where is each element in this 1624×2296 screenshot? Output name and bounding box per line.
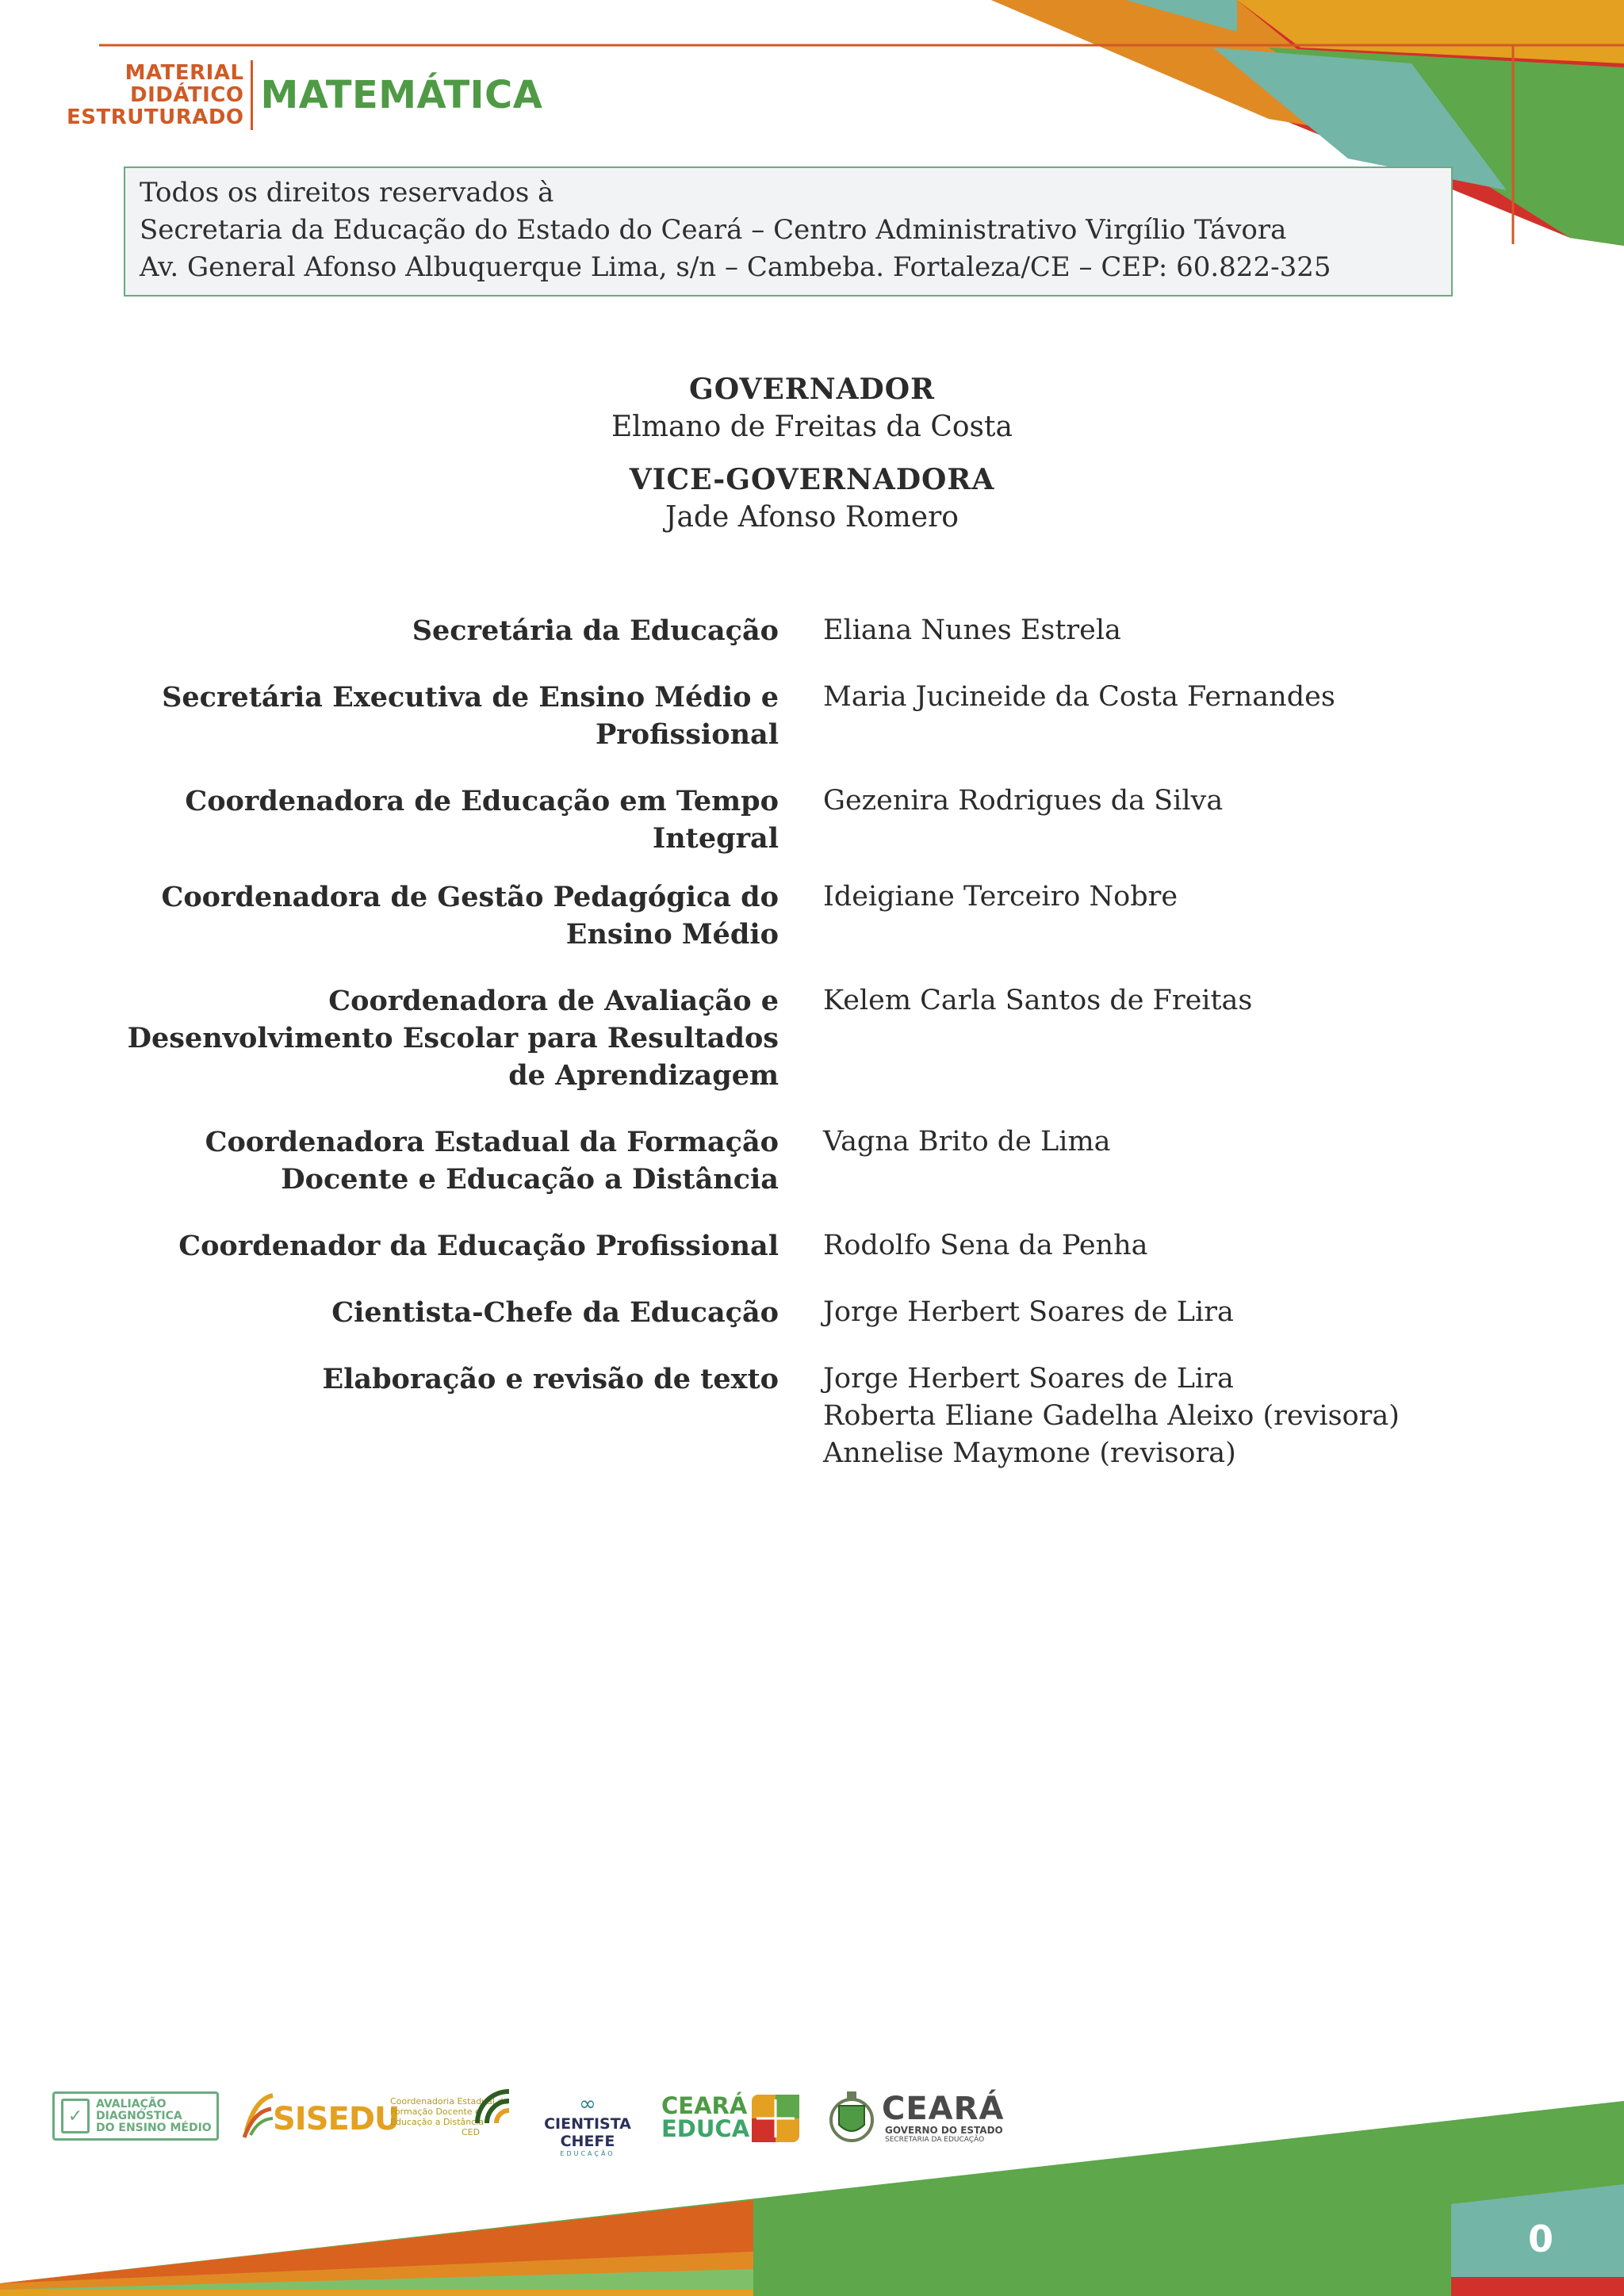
governo-ceara-subtext: GOVERNO DO ESTADO [885, 2125, 1003, 2136]
logo-wordmark [67, 62, 244, 128]
role-title [0, 783, 779, 857]
rights-line-1: Todos os direitos reservados à [140, 177, 554, 209]
ced-text: Coordenadoria Estadual de [390, 2096, 509, 2107]
person-name: Roberta Eliane Gadelha Aleixo (revisora) [823, 1400, 1400, 1432]
governo-ceara-logo [828, 2088, 1018, 2152]
governor-role: GOVERNADOR [688, 373, 936, 406]
partner-logos [0, 2085, 1624, 2156]
material-logo [67, 60, 542, 130]
staff-row [0, 1123, 1624, 1198]
logo-line-1: MATERIAL [124, 61, 244, 85]
governo-ceara-text: CEARÁ [882, 2091, 1005, 2127]
coat-of-arms-icon [828, 2088, 875, 2149]
ced-text: Educação a Distância [390, 2117, 485, 2127]
role-title-line: Secretária da Educação [412, 614, 779, 647]
role-title-line: de Aprendizagem [508, 1059, 779, 1092]
signal-arcs-icon [474, 2088, 512, 2126]
role-names [823, 1360, 1400, 1472]
role-title [0, 878, 779, 953]
rights-line-2: Secretaria da Educação do Estado do Ceará – Centro Administrativo Virgílio Távora [140, 214, 1287, 246]
role-title-line: Desenvolvimento Escolar para Resultados [127, 1022, 779, 1054]
role-names [823, 679, 1335, 753]
role-names [823, 612, 1121, 649]
role-title-line: Coordenadora de Avaliação e [328, 985, 779, 1017]
person-name: Rodolfo Sena da Penha [823, 1230, 1148, 1261]
page-number: 0 [1527, 2218, 1553, 2260]
sisedu-logo [243, 2090, 400, 2145]
ceara-educa-logo [661, 2092, 804, 2144]
cientista-chefe-subtext: EDUCAÇÃO [560, 2150, 615, 2157]
role-names [823, 783, 1223, 857]
role-title-line: Cientista-Chefe da Educação [331, 1296, 779, 1329]
governor-name: Elmano de Freitas da Costa [611, 411, 1013, 443]
role-title-line: Profissional [595, 718, 779, 751]
staff-row [0, 1294, 1624, 1331]
staff-row [0, 982, 1624, 1094]
person-name: Gezenira Rodrigues da Silva [823, 785, 1224, 817]
role-title [0, 1294, 779, 1331]
staff-row [0, 878, 1624, 953]
vice-governor-block [0, 461, 1624, 537]
ced-logo [390, 2096, 517, 2152]
person-name: Eliana Nunes Estrela [823, 614, 1121, 646]
role-title [0, 1227, 779, 1265]
logo1-text: DIAGNÓSTICA [96, 2109, 182, 2122]
role-title-line: Coordenadora Estadual da Formação [205, 1126, 779, 1158]
logo-line-3: ESTRUTURADO [67, 105, 244, 129]
subject-title: MATEMÁTICA [260, 73, 543, 117]
role-title-line: Ensino Médio [565, 918, 779, 951]
staff-row [0, 612, 1624, 649]
ceara-educa-text: EDUCA [661, 2115, 750, 2142]
role-title-line: Coordenadora de Gestão Pedagógica do [161, 881, 779, 913]
role-title [0, 612, 779, 649]
role-names [823, 878, 1178, 953]
staff-row [0, 783, 1624, 857]
governor-block [0, 370, 1624, 446]
person-name: Kelem Carla Santos de Freitas [823, 985, 1253, 1016]
role-title-line: Secretária Executiva de Ensino Médio e [162, 681, 779, 714]
role-title-line: Elaboração e revisão de texto [322, 1363, 779, 1395]
logo-divider [251, 60, 253, 130]
ced-text: Formação Docente e [390, 2107, 481, 2117]
role-names [823, 1123, 1111, 1198]
role-title [0, 1360, 779, 1472]
staff-row [0, 1360, 1624, 1472]
role-title-line: Docente e Educação a Distância [281, 1163, 779, 1196]
person-name: Vagna Brito de Lima [823, 1126, 1111, 1158]
rights-box [124, 166, 1453, 297]
role-names [823, 982, 1252, 1094]
vice-governor-role: VICE-GOVERNADORA [629, 463, 995, 496]
sisedu-swoosh-icon [243, 2091, 274, 2139]
role-title-line: Coordenador da Educação Profissional [178, 1230, 779, 1262]
governo-ceara-subtext: SECRETARIA DA EDUCAÇÃO [885, 2136, 985, 2144]
role-title [0, 1123, 779, 1198]
ceara-educa-icon [752, 2095, 799, 2142]
dna-icon: ∞ [579, 2092, 596, 2116]
role-names [823, 1294, 1234, 1331]
staff-list [0, 612, 1624, 1502]
vice-governor-name: Jade Afonso Romero [665, 501, 959, 534]
rights-line-3: Av. General Afonso Albuquerque Lima, s/n – Cambeba. Fortaleza/CE – CEP: 60.822-325 [140, 251, 1331, 283]
person-name: Ideigiane Terceiro Nobre [823, 881, 1178, 913]
person-name: Maria Jucineide da Costa Fernandes [823, 681, 1335, 713]
cientista-chefe-logo [527, 2092, 649, 2157]
logo-line-2: DIDÁTICO [129, 83, 244, 107]
role-title-line: Coordenadora de Educação em Tempo [185, 785, 779, 817]
sisedu-text: SISEDU [273, 2101, 400, 2137]
staff-row [0, 1227, 1624, 1265]
person-name: Jorge Herbert Soares de Lira [823, 1363, 1234, 1395]
logo1-text: DO ENSINO MÉDIO [96, 2121, 212, 2134]
clipboard-icon: ✓ [61, 2099, 90, 2133]
role-title [0, 679, 779, 753]
person-name: Jorge Herbert Soares de Lira [823, 1296, 1234, 1328]
ced-text: CED [462, 2127, 481, 2137]
staff-row [0, 679, 1624, 753]
cientista-chefe-text: CIENTISTA CHEFE [544, 2115, 631, 2150]
role-names [823, 1227, 1148, 1265]
role-title [0, 982, 779, 1094]
person-name: Annelise Maymone (revisora) [823, 1437, 1236, 1469]
avaliacao-diagnostica-logo [52, 2091, 219, 2141]
role-title-line: Integral [652, 822, 779, 855]
ceara-educa-text: CEARÁ [661, 2092, 748, 2119]
logo1-text: AVALIAÇÃO [96, 2097, 167, 2110]
